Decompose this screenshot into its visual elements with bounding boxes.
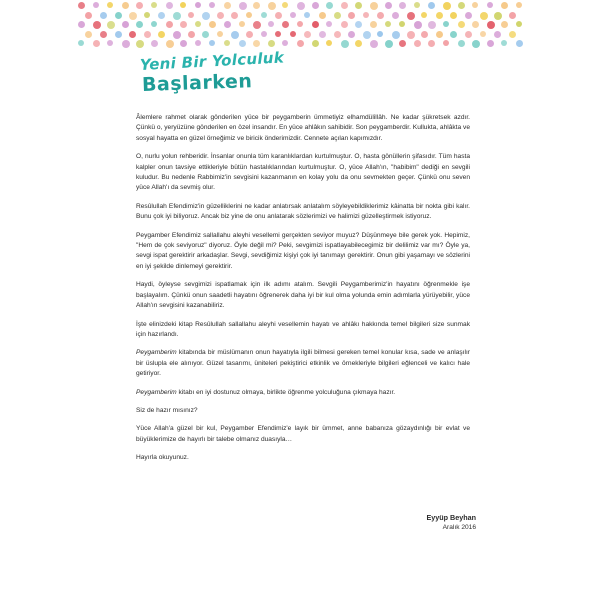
signature [426,512,476,533]
decorative-dot [494,12,502,20]
decorative-dot [166,40,174,48]
decorative-dot [180,40,187,47]
decorative-dot [93,21,101,29]
decorative-dot [341,2,348,9]
decorative-dot [319,12,326,19]
decorative-dot [399,21,405,27]
paragraph-9 [136,406,470,416]
paragraph-3 [136,202,470,223]
paragraph-8 [136,388,470,398]
decorative-dot [202,31,209,38]
decorative-dot [275,12,282,19]
decorative-dot [268,40,275,47]
decorative-dot [144,31,151,38]
decorative-dot [516,2,522,8]
decorative-dot [217,31,223,37]
paragraph-1 [136,113,470,144]
paragraph-text: kitabında bir müslümanın onun hayatıyla ilgili bilmesi gereken temel konular kısa, sade ve anlaşılır bir üslupla ele alınıyor. Güzel tasarımı, üniteleri pekiştirici etkinlik ve örnekleriyle bilgileri eğlenceli ve kalıcı hale getiriyor. [136,349,470,378]
decorative-dot [209,2,215,8]
decorative-dot [231,31,239,39]
decorative-dot [188,12,194,18]
decorative-dot [253,40,260,47]
decorative-dot [209,40,215,46]
decorative-dot [392,31,400,39]
decorative-dot [428,2,435,9]
decorative-dot [122,21,129,28]
decorative-dot [516,40,523,47]
decorative-dot [253,21,261,29]
decorative-dot [290,31,296,37]
decorative-dot [297,40,304,47]
decorative-dot [239,2,247,10]
page-title [134,48,334,108]
decorative-dot [370,40,378,48]
decorative-dot [472,40,480,48]
decorative-dot [224,2,231,9]
decorative-dot [188,31,195,38]
decorative-dot [195,2,201,8]
decorative-dot [399,2,406,9]
decorative-dot [217,12,224,19]
decorative-dot [261,31,267,37]
decorative-dot [385,21,391,27]
decorative-dot [246,31,253,38]
decorative-dot [253,2,260,9]
decorative-dot [107,21,115,29]
decorative-dot [326,21,332,27]
decorative-dot [166,21,173,28]
decorative-dot [421,31,428,38]
decorative-dot [487,40,494,47]
decorative-dot [399,40,406,47]
decorative-dot [436,12,443,19]
decorative-dot [458,40,465,47]
decorative-dot [407,31,415,39]
decorative-dot [370,2,378,10]
decorative-dot [239,40,246,47]
decorative-dot [443,2,451,10]
decorative-dot [312,2,319,9]
decorative-dot [202,12,210,20]
decorative-dot [129,31,136,38]
decorative-dot [136,21,143,28]
decorative-dot [173,31,181,39]
paragraph-text: Peygamber Efendimiz sallallahu aleyhi vesellemi gerçekten seviyor muyuz? Düşünmeye bile gerek yok. Hepimiz, "Hem de çok seviyoruz" diyoruz. Öyle değil mi? Peki, sevgimizi ispatlayabilecegimiz bir delilimiz var mı? Öyle ya, sevgi ispat gerektirir arkadaşlar. Sevgi, sevdiğimiz kişiyi çok iyi tanımayı gerektirir. Onun gibi yaşamayı ve sözlerini en iyi şekilde dinlemeyi gerektirir. [136,231,470,270]
decorative-dot-pattern [76,0,524,48]
decorative-dot [334,12,341,19]
paragraph-text: Resûlullah Efendimiz'in güzelliklerini ne kadar anlatırsak anlatalım söyleyebildiklerimiz kâinatta bir nokta gibi kalır. Bunu çok iyi biliyoruz. Ancak biz yine de onu anlatarak sözlerimizi ve halimizi güzelleştirmek istiyoruz. [136,202,470,221]
decorative-dot [78,21,85,28]
decorative-dot [385,40,393,48]
decorative-dot [268,21,274,27]
paragraph-text: İşte elinizdeki kitap Resûlullah sallallahu aleyhi vesellemin hayatı ve ahlâkı hakkında temel bilgileri size sunmak için hazırlandı. [136,320,470,338]
decorative-dot [480,31,486,37]
paragraph-text: Yüce Allah'a güzel bir kul, Peygamber Efendimiz'e layık bir ümmet, anne babanıza gözaydınlığı bir evlat ve büyüklerimize de hayırlı bir talebe olmanız duasıyla… [136,425,470,443]
decorative-dot [115,31,122,38]
decorative-dot [443,40,449,46]
decorative-dot [509,31,516,38]
decorative-dot [355,2,362,9]
decorative-dot [136,2,143,9]
decorative-dot [261,12,267,18]
decorative-dot [501,2,508,9]
decorative-dot [282,40,288,46]
decorative-dot [246,12,252,18]
decorative-dot [465,12,472,19]
title-line-1: Yeni Bir Yolculuk [139,48,285,74]
decorative-dot [355,21,362,28]
paragraph-text: Haydi, öyleyse sevgimizi ispatlamak için ilk adımı atalım. Sevgili Peygamberimiz'in hayatını öğrenmekle işe başlayalım. Çünkü onun saadetli hayatını öğrenerek daha iyi bir kul olma yolunda emin adımlarla yürüyebilir, yüce Allah'ın sevgisini kazanabiliriz. [136,281,470,310]
decorative-dot [363,31,371,39]
decorative-dot [377,12,384,19]
decorative-dot [282,2,288,8]
decorative-dot [494,31,501,38]
decorative-dot [78,2,85,9]
decorative-dot [180,21,187,28]
decorative-dot [304,31,311,38]
decorative-dot [355,40,362,47]
signature-date: Aralık 2016 [442,524,476,531]
decorative-dot [428,40,435,47]
decorative-dot [173,12,181,20]
paragraph-4 [136,231,470,273]
decorative-dot [158,12,165,19]
decorative-dot [151,2,157,8]
decorative-dot [319,31,326,38]
decorative-dot [275,31,281,37]
decorative-dot [268,2,276,10]
decorative-dot [224,21,231,28]
decorative-dot [144,12,150,18]
decorative-dot [107,40,113,46]
decorative-dot [458,2,465,9]
decorative-dot [414,40,421,47]
decorative-dot [465,31,472,38]
decorative-dot [428,21,436,29]
decorative-dot [282,21,289,28]
decorative-dot [370,21,377,28]
paragraph-11 [136,453,470,463]
decorative-dot [224,40,230,46]
decorative-dot [122,2,129,9]
decorative-dot [341,40,349,48]
decorative-dot [363,12,369,18]
decorative-dot [458,21,465,28]
decorative-dot [377,31,383,37]
paragraph-text: Hayırla okuyunuz. [136,454,189,462]
decorative-dot [392,12,399,19]
decorative-dot [334,31,341,38]
paragraph-text: Siz de hazır mısınız? [136,406,198,414]
decorative-dot [180,2,186,8]
decorative-dot [195,40,201,46]
decorative-dot [93,2,99,8]
decorative-dot [93,40,100,47]
paragraph-10 [136,424,470,445]
decorative-dot [450,31,457,38]
decorative-dot [85,31,92,38]
decorative-dot [129,12,137,20]
body-text [136,113,470,472]
decorative-dot [487,21,495,29]
decorative-dot [341,21,348,28]
decorative-dot [290,12,296,18]
decorative-dot [421,12,427,18]
decorative-dot [231,12,238,19]
decorative-dot [385,2,392,9]
decorative-dot [115,12,122,19]
decorative-dot [326,2,333,9]
decorative-dot [501,21,508,28]
decorative-dot [136,40,144,48]
decorative-dot [209,21,216,28]
decorative-dot [312,21,319,28]
decorative-dot [195,21,201,27]
decorative-dot [122,40,130,48]
paragraph-7 [136,348,470,379]
decorative-dot [516,21,522,27]
decorative-dot [414,2,420,8]
decorative-dot [480,12,488,20]
decorative-dot [151,40,158,47]
paragraph-text: kitabı en iyi dostunuz olmaya, birlikte öğrenme yolculuğuna çıkmaya hazır. [176,388,396,396]
decorative-dot [312,40,319,47]
decorative-dot [450,12,457,19]
paragraph-text: Âlemlere rahmet olarak gönderilen yüce bir peygamberin ümmetiyiz elhamdülillâh. Ne kadar şükretsek azdır. Çünkü o, yeryüzüne gönderilen en özel insandır. En yüce ahlâkın sahibidir. Son peygamberdir. Kullukta, ahlâkta ve sosyal hayatta en güzel örneğimiz ve biricik önderimizdir. Cennete açılan kapımızdır. [136,114,470,142]
decorative-dot [501,40,507,46]
decorative-dot [348,12,355,19]
decorative-dot [297,21,303,27]
decorative-dot [239,21,245,27]
paragraph-text: O, nurlu yolun rehberidir. İnsanlar onunla tüm karanlıklardan kurtulmuştur. O, hasta gönüllerin şifasıdır. Tüm hasta kalpler onun tavsiye ettikleriyle bütün hastalıklarından kurtulmuştur. O, yüce Allah'ın, "habibim" dediği en sevgili kuludur. Bu nedenle Rabbimiz'in sevgisini kazanmanın en kolay yolu da onu sevmekten geçer. Çünkü onu seven yüce Allah'ı da sevmiş olur. [136,153,470,192]
decorative-dot [407,12,415,20]
decorative-dot [85,12,92,19]
decorative-dot [100,31,107,38]
decorative-dot [107,2,113,8]
decorative-dot [151,21,157,27]
decorative-dot [326,40,332,46]
paragraph-5 [136,280,470,311]
author-name: Eyyüp Beyhan [426,513,476,522]
decorative-dot [414,21,422,29]
decorative-dot [472,2,478,8]
paragraph-6 [136,320,470,341]
decorative-dot [166,2,173,9]
decorative-dot [487,2,493,8]
decorative-dot [297,2,305,10]
decorative-dot [436,31,443,38]
decorative-dot [78,40,84,46]
title-line-2: Başlarken [141,70,253,96]
decorative-dot [158,31,165,38]
decorative-dot [472,21,479,28]
paragraph-2 [136,152,470,194]
decorative-dot [348,31,355,38]
book-title-italic: Peygamberim [136,349,177,357]
decorative-dot [100,12,107,19]
decorative-dot [443,21,449,27]
decorative-dot [509,12,516,19]
book-title-italic: Peygamberim [136,388,177,396]
decorative-dot [304,12,310,18]
